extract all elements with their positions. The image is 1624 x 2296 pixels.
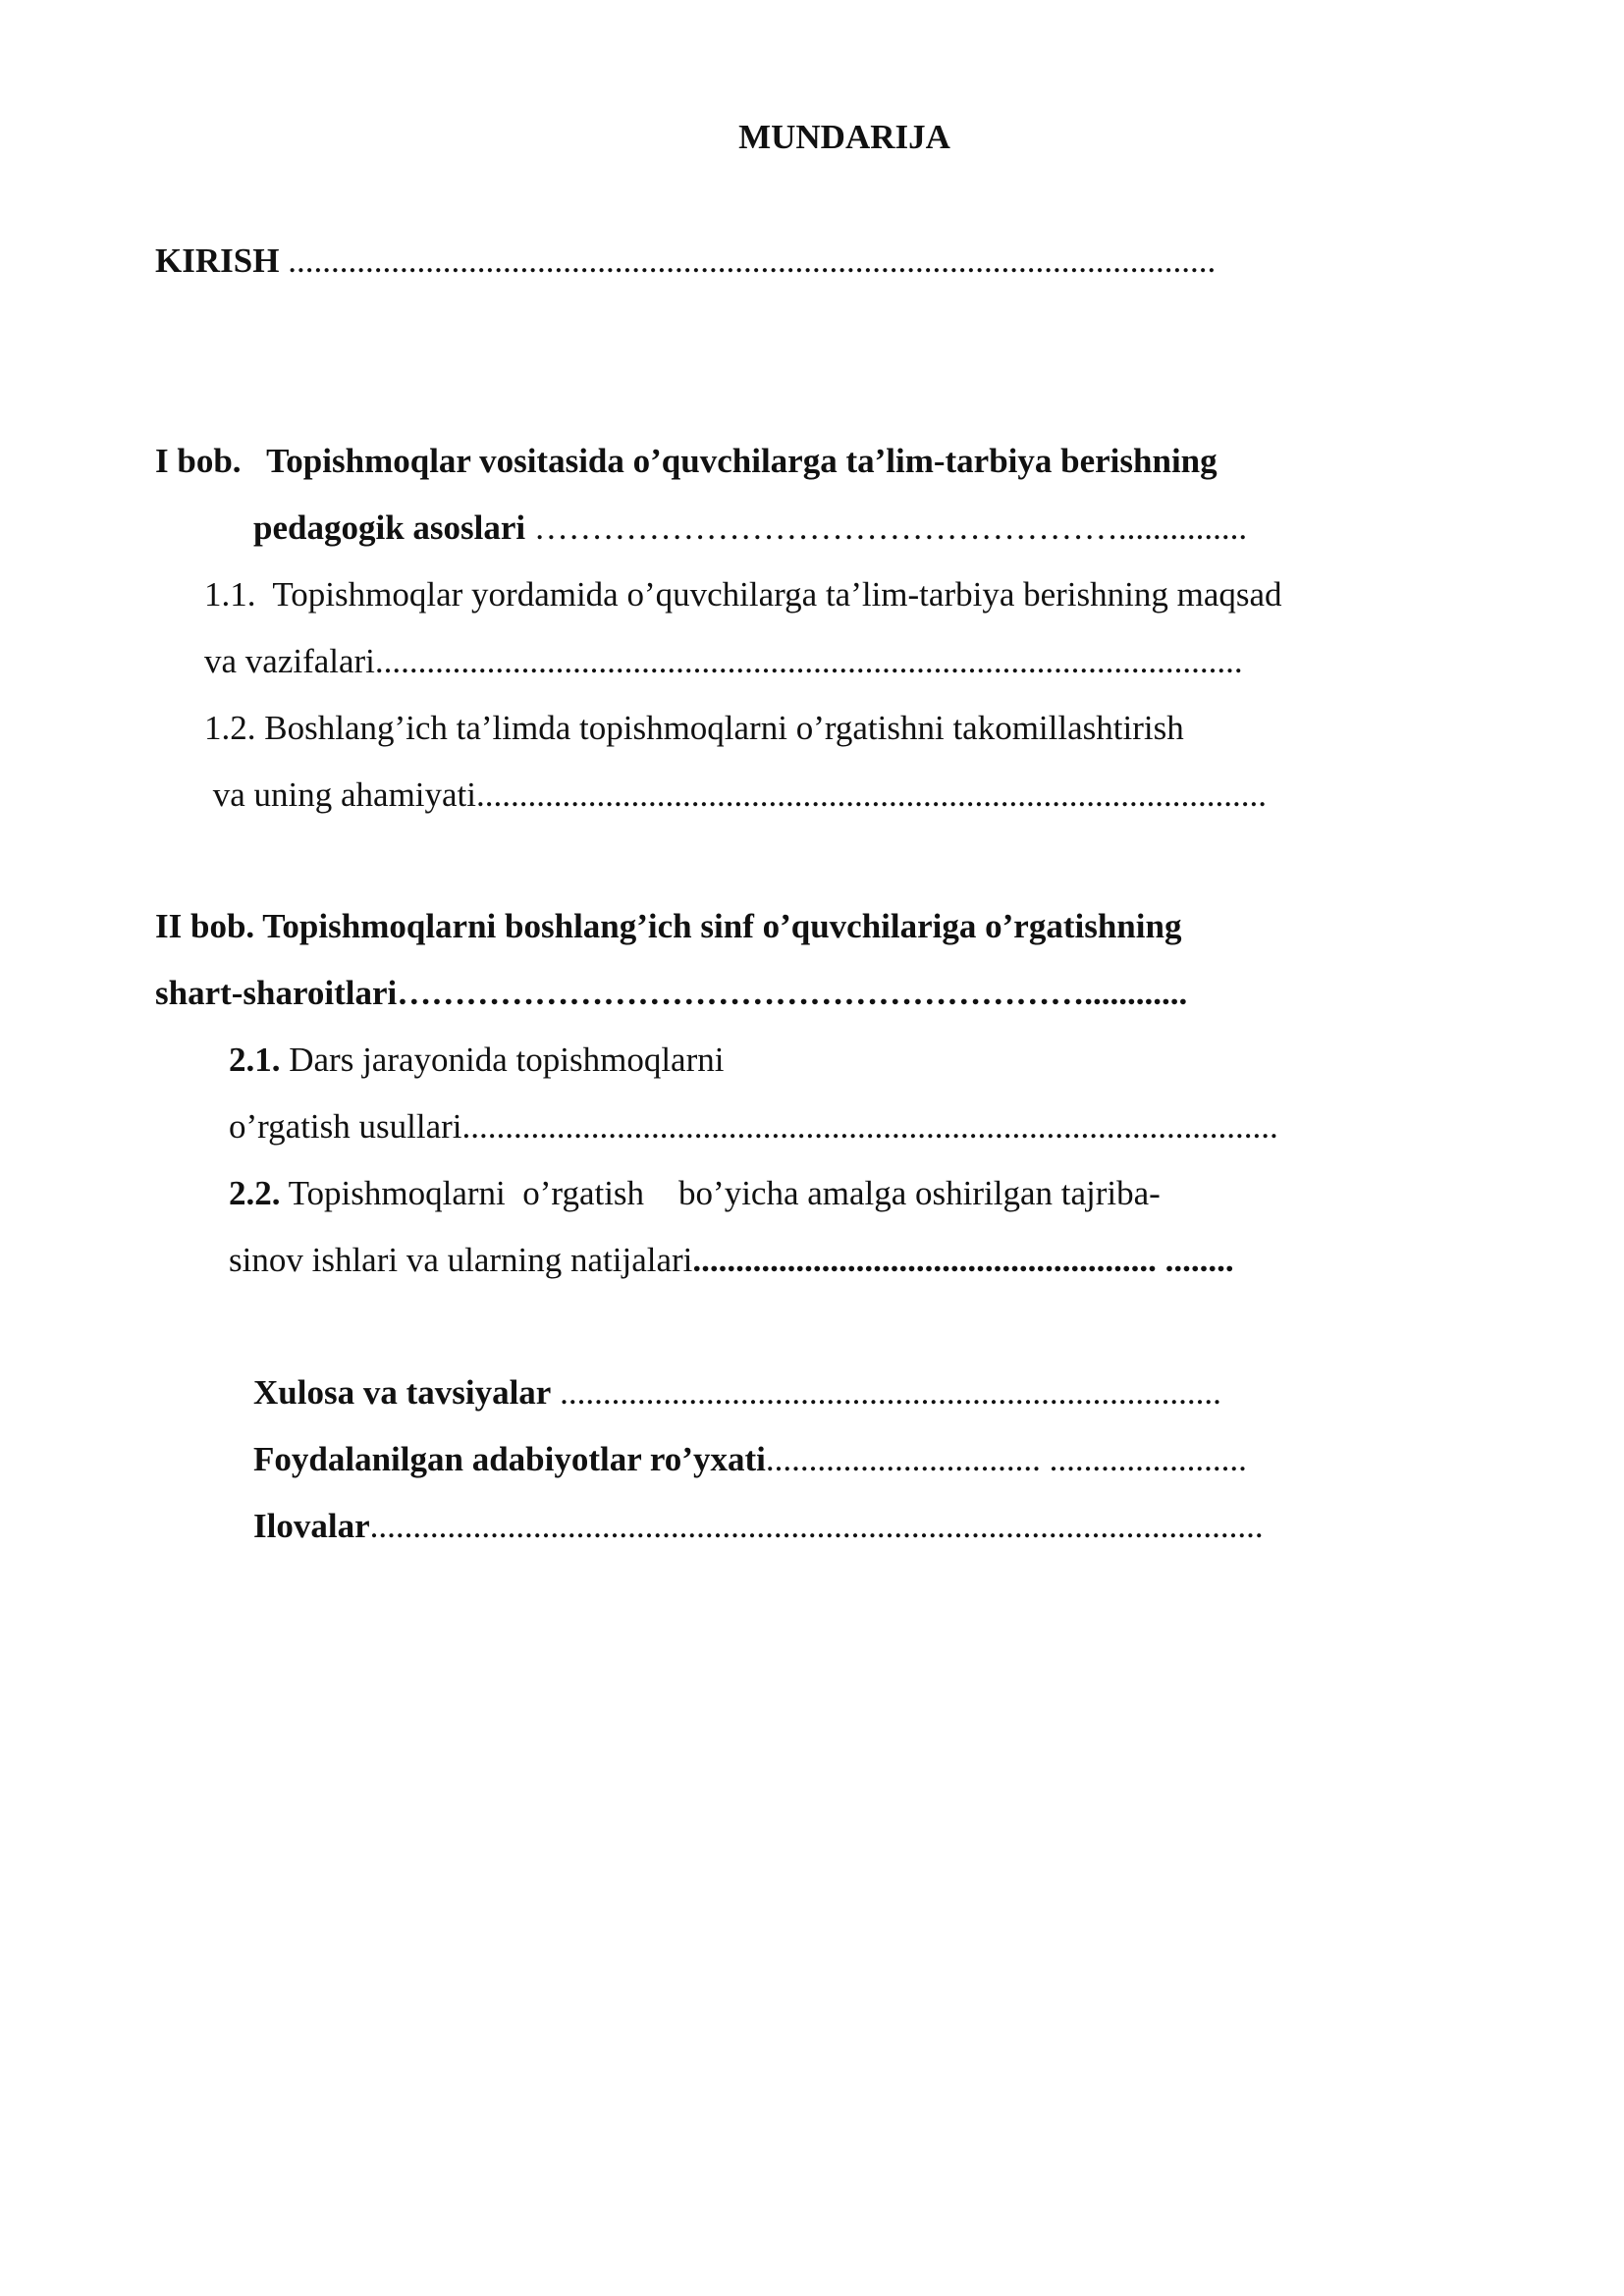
toc-section-2-1-text: Dars jarayonida topishmoqlarni (280, 1041, 725, 1079)
toc-entry-intro-label: KIRISH (155, 241, 280, 280)
page-title: MUNDARIJA (738, 118, 950, 156)
toc-entry-conclusion (253, 1371, 1221, 1415)
toc-section-2-2-line2 (229, 1239, 1234, 1282)
toc-entry-intro (155, 240, 1216, 283)
toc-entry-references-label: Foydalanilgan adabiyotlar ro’yxati (253, 1440, 766, 1478)
toc-chapter-1-heading: I bob. Topishmoqlar vositasida o’quvchilarga ta’lim-tarbiya berishning (155, 442, 1218, 480)
toc-section-1-2-line1: 1.2. Boshlang’ich ta’limda topishmoqlarni o’rgatishni takomillashtirish (204, 709, 1184, 747)
toc-section-1-1-line2: va vazifalari..................................................................................................... (204, 642, 1243, 680)
toc-chapter-2-heading: II bob. Topishmoqlarni boshlang’ich sinf o’quvchilariga o’rgatishning (155, 907, 1182, 945)
toc-chapter-2-heading-cont (155, 972, 1187, 1015)
toc-section-1-2-line2: va uning ahamiyati............................................................................................ (204, 775, 1268, 814)
toc-leader-dots: ...................................................... ........ (692, 1241, 1234, 1279)
toc-entry-conclusion-label: Xulosa va tavsiyalar (253, 1373, 552, 1412)
toc-chapter-1-heading-cont-label: pedagogik asoslari (253, 508, 526, 547)
toc-chapter-2-heading-cont-label: shart-sharoitlari (155, 974, 398, 1012)
toc-section-2-2-text: Topishmoqlarni o’rgatish bo’yicha amalga oshirilgan tajriba- (280, 1174, 1161, 1212)
toc-section-2-1-line2: o’rgatish usullari............................................................................................... (229, 1107, 1278, 1146)
toc-section-2-2-number: 2.2. (229, 1174, 281, 1212)
toc-leader-dots: ............................................................................. (551, 1373, 1221, 1412)
toc-leader-dots: ................................ ....................... (765, 1440, 1247, 1478)
toc-leader-dots: ……………………………………………............... (525, 508, 1248, 547)
toc-leader-dots: ............................................................................................................ (279, 241, 1217, 280)
toc-section-2-2-text-cont: sinov ishlari va ularning natijalari (229, 1241, 693, 1279)
toc-leader-dots: ........................................................................................................ (369, 1507, 1264, 1545)
toc-section-2-1-line1 (229, 1039, 724, 1082)
toc-section-2-1-number: 2.1. (229, 1041, 281, 1079)
toc-section-2-2-line1 (229, 1172, 1161, 1215)
toc-chapter-1-heading-cont (253, 507, 1247, 550)
toc-section-1-1-line1: 1.1. Topishmoqlar yordamida o’quvchilarga ta’lim-tarbiya berishning maqsad (204, 575, 1282, 614)
toc-leader-dots: ……………………………………………………............ (397, 974, 1188, 1012)
toc-entry-appendix-label: Ilovalar (253, 1507, 370, 1545)
toc-entry-appendix (253, 1505, 1264, 1548)
toc-entry-references (253, 1438, 1247, 1481)
